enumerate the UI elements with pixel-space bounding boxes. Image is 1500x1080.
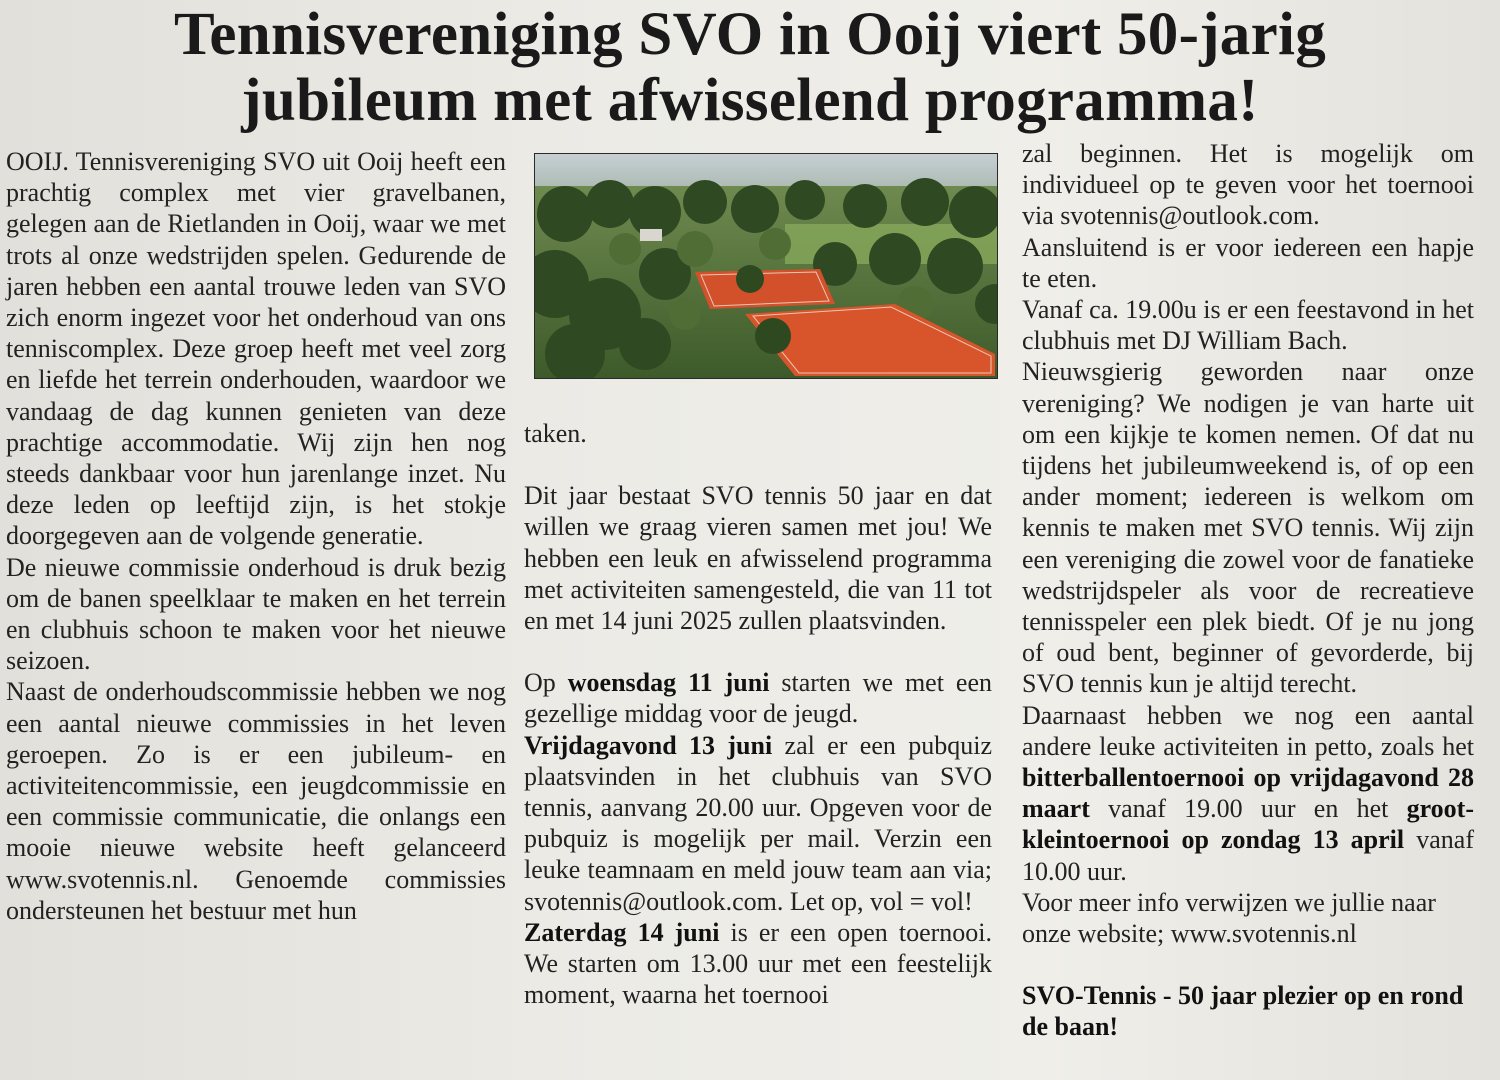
invitation-paragraph: Nieuwsgierig geworden naar onze vereniging? We nodigen je van harte uit om een kijkje te komen nemen. Of dat nu tijdens het jubileumweekend is, of op een ander moment; iedereen is welkom om kennis te maken met SVO tennis. Wij zijn een vereniging die zowel voor de fanatieke wedstrijdspeler als voor de recreatieve tennisspeler een plek biedt. Of je nu jong of oud bent, beginner of gevorderde, bij SVO tennis kun je altijd terecht. xyxy=(1022,357,1474,699)
maintenance-paragraph: De nieuwe commissie onderhoud is druk bezig om de banen speelklaar te maken en het terrein en clubhuis schoon te maken voor het nieuwe seizoen. xyxy=(6,552,506,676)
groot-klein-event: groot-kleintoernooi op zondag 13 april xyxy=(1022,794,1474,855)
tournament-signup-paragraph: zal beginnen. Het is mogelijk om individueel op te geven voor het toernooi via svotennis@outlook.com. xyxy=(1022,139,1474,231)
other-activities-paragraph xyxy=(1022,700,1474,887)
activities-post: vanaf 10.00 uur. xyxy=(1022,825,1474,886)
taken-line: taken. xyxy=(524,419,587,448)
article-headline xyxy=(40,2,1460,134)
snack-paragraph: Aansluitend is er voor iedereen een hapje te eten. xyxy=(1022,232,1474,293)
commissions-paragraph: Naast de onderhoudscommissie hebben we nog een aantal nieuwe commissies in het leven geroepen. Zo is er een jubileum- en activiteitencommissie, een jeugdcommissie en een commissie communicatie, die onlangs een mooie nieuwe website heeft gelanceerd www.svotennis.nl. Genoemde commissies ondersteunen het bestuur met hun xyxy=(6,677,506,925)
headline-line-2: jubileum met afwisselend programma! xyxy=(241,67,1259,134)
closing-slogan-text: SVO-Tennis - 50 jaar plezier op en rond de baan! xyxy=(1022,981,1464,1042)
aerial-photo-tennis-courts xyxy=(534,153,998,379)
wednesday-date: woensdag 11 juni xyxy=(567,668,770,698)
intro-paragraph: OOIJ. Tennisvereniging SVO uit Ooij heeft een prachtig complex met vier gravelbanen, gelegen aan de Rietlanden in Ooij, waar we met trots al onze wedstrijden spelen. Gedurende de jaren hebben een aantal trouwe leden van SVO zich enorm ingezet voor het onderhoud van ons tenniscomplex. Deze groep heeft met veel zorg en liefde het terrein onderhouden, waardoor we vandaag de dag kunnen genieten van deze prachtige accommodatie. Wij zijn hen nog steeds dankbaar voor hun jarenlange inzet. Nu deze leden op leeftijd zijn, is het stokje doorgegeven aan de volgende generatie. xyxy=(6,147,506,551)
website-paragraph: Voor meer info verwijzen we jullie naar onze website; www.svotennis.nl xyxy=(1022,887,1436,949)
headline-line-1: Tennisvereniging SVO in Ooij viert 50-jarig xyxy=(173,1,1327,68)
saturday-paragraph xyxy=(524,917,992,1011)
wednesday-text: starten we met een gezellige middag voor de jeugd. xyxy=(524,668,992,729)
article-column-left xyxy=(6,146,506,926)
party-paragraph: Vanaf ca. 19.00u is er een feestavond in het clubhuis met DJ William Bach. xyxy=(1022,295,1474,356)
activities-mid: vanaf 19.00 uur en het xyxy=(1089,794,1407,824)
wednesday-paragraph xyxy=(524,667,992,729)
photo-image xyxy=(535,154,997,378)
friday-text: zal er een pubquiz plaatsvinden in het clubhuis van SVO tennis, aanvang 20.00 uur. Opgeven voor de pubquiz is mogelijk per mail. Verzin een leuke teamnaam en meld jouw team aan via; svotennis@outlook.com. Let op, vol = vol! xyxy=(524,730,992,916)
anniversary-paragraph: Dit jaar bestaat SVO tennis 50 jaar en dat willen we graag vieren samen met jou! We hebben een leuk en afwisselend programma met activiteiten samengesteld, die van 11 tot en met 14 juni 2025 zullen plaatsvinden. xyxy=(524,481,992,636)
friday-paragraph xyxy=(524,730,992,917)
article-column-middle xyxy=(524,418,992,1010)
bitterballen-event: bitterballentoernooi op vrijdagavond 28 maart xyxy=(1022,763,1474,824)
activities-pre: Daarnaast hebben we nog een aantal andere leuke activiteiten in petto, zoals het xyxy=(1022,700,1474,761)
article-column-right xyxy=(1022,138,1474,1043)
wednesday-pre: Op xyxy=(524,668,568,698)
closing-slogan xyxy=(1022,980,1474,1042)
saturday-date: Zaterdag 14 juni xyxy=(524,917,720,947)
saturday-text: is er een open toernooi. We starten om 13.00 uur met een feestelijk moment, waarna het toernooi xyxy=(524,917,993,1010)
friday-date: Vrijdagavond 13 juni xyxy=(524,730,773,760)
